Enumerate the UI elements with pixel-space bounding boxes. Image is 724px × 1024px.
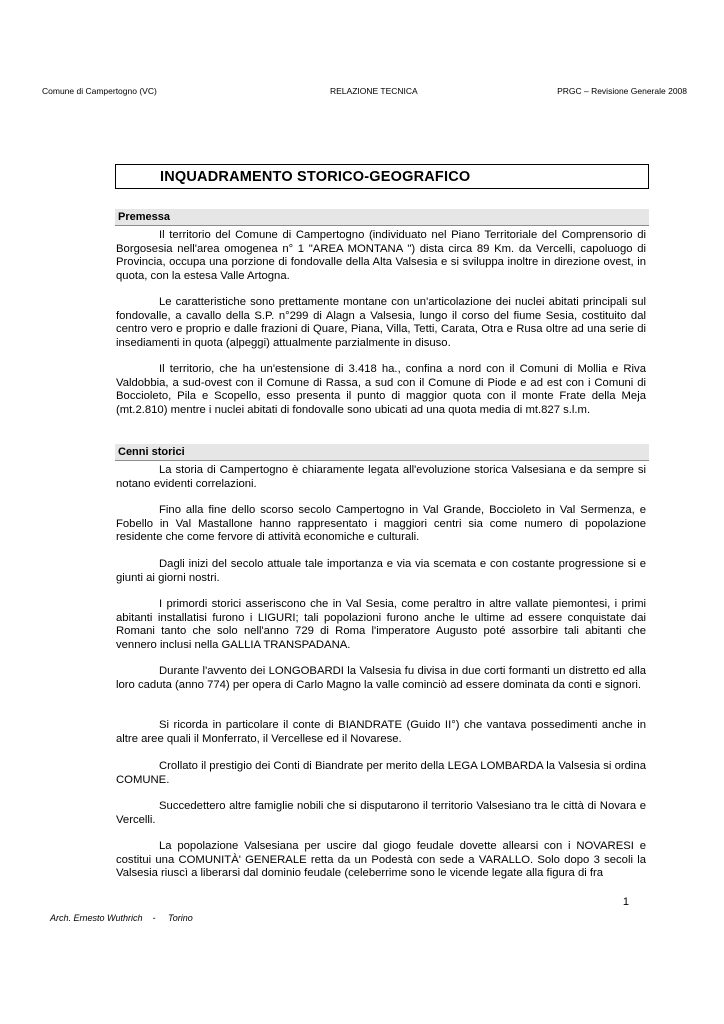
section-heading-cenni-storici [115,444,649,461]
paragraph: Fino alla fine dello scorso secolo Campertogno in Val Grande, Boccioleto in Val Sermenza, e Fobello in Val Mastallone hanno rappresentato i maggiori centri sia come numero di popolazione residente che come fervore di attività economiche e culturali. [116,504,646,544]
paragraph: Si ricorda in particolare il conte di BIANDRATE (Guido II°) che vantava possedimenti anche in altre aree quali il Monferrato, il Vercellese ed il Novarese. [116,719,646,745]
page-number: 1 [622,896,629,908]
header-center: RELAZIONE TECNICA [330,86,418,96]
section-heading-label: Premessa [118,211,170,223]
paragraph: I primordi storici asseriscono che in Val Sesia, come peraltro in altre vallate piemontesi, i primi abitanti installatisi furono i LIGURI; tali popolazioni furono anche le ultime ad essere conquistate dai Romani tanto che solo nell'anno 729 di Roma l'imperatore Augusto poté assorbire tali abitanti che vennero inclusi nella GALLIA TRANSPADANA. [116,598,646,651]
paragraph: Durante l'avvento dei LONGOBARDI la Valsesia fu divisa in due corti formanti un distretto ed alla loro caduta (anno 774) per opera di Carlo Magno la valle cominciò ad essere dominata da conti e signori. [116,665,646,691]
paragraph: Crollato il prestigio dei Conti di Biandrate per merito della LEGA LOMBARDA la Valsesia si ordina COMUNE. [116,760,646,786]
paragraph: Il territorio del Comune di Campertogno (individuato nel Piano Territoriale del Comprensorio di Borgosesia nell'area omogenea n° 1 "AREA MONTANA ") dista circa 89 Km. da Vercelli, capoluogo di Provincia, occupa una porzione di fondovalle della Alta Valsesia e si sviluppa inoltre in direzione ovest, in quota, con la estesa Valle Artogna. [116,229,646,282]
paragraph: La popolazione Valsesiana per uscire dal giogo feudale dovette allearsi con i NOVARESI e costitui una COMUNITÀ' GENERALE retta da un Podestà con sede a VARALLO. Solo dopo 3 secoli la Valsesia riuscì a liberarsi dal dominio feudale (celeberrime sono le vicende legate alla figura di fra [116,840,646,880]
page-title: INQUADRAMENTO STORICO-GEOGRAFICO [160,169,471,185]
paragraph: Le caratteristiche sono prettamente montane con un'articolazione dei nuclei abitati principali sul fondovalle, a cavallo della S.P. n°299 di Alagn a Valsesia, lungo il corso del fiume Sesia, costituito dal centro vero e proprio e dalle frazioni di Quare, Piana, Villa, Tetti, Carata, Otra e Rusa oltre ad una serie di insediamenti in quota (alpeggi) attualmente parzialmente in disuso. [116,296,646,349]
paragraph: Succedettero altre famiglie nobili che si disputarono il territorio Valsesiano tra le città di Novara e Vercelli. [116,800,646,826]
paragraph: La storia di Campertogno è chiaramente legata all'evoluzione storica Valsesiana e da sempre si notano evidenti correlazioni. [116,464,646,490]
header-left: Comune di Campertogno (VC) [42,86,157,96]
footer-author: Arch. Ernesto Wuthrich - Torino [50,913,193,923]
section-heading-label: Cenni storici [118,446,185,458]
paragraph: Dagli inizi del secolo attuale tale importanza e via via scemata e con costante progressione si e giunti ai giorni nostri. [116,558,646,584]
title-box [115,164,649,189]
paragraph: Il territorio, che ha un'estensione di 3.418 ha., confina a nord con il Comuni di Mollia e Riva Valdobbia, a sud-ovest con il Comune di Rassa, a sud con il Comune di Piode e ad est con i Comuni di Boccioleto, Pila e Scopello, esso presenta il punto di maggior quota con il monte Frate della Meja (mt.2.810) mentre i nuclei abitati di fondovalle sono ubicati ad una quota media di mt.827 s.l.m. [116,363,646,416]
header-right: PRGC – Revisione Generale 2008 [557,86,687,96]
section-heading-premessa [115,209,649,226]
